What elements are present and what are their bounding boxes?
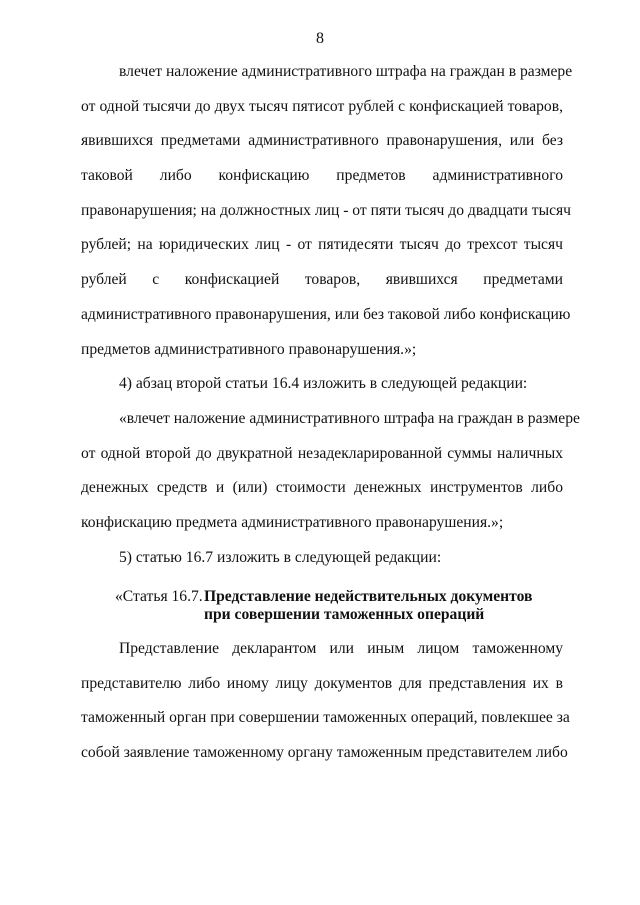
text-line: представителю либо иному лицу документов для представления их в bbox=[81, 674, 563, 692]
text-line: от одной тысячи до двух тысяч пятисот рублей с конфискацией товаров, bbox=[81, 97, 563, 115]
article-number: «Статья 16.7. bbox=[115, 588, 203, 605]
document-body-block-2 bbox=[81, 639, 570, 778]
page-number: 8 bbox=[316, 30, 324, 47]
article-title-line-2: при совершении таможенных операций bbox=[204, 606, 485, 623]
text-line: таковой либо конфискацию предметов административного bbox=[81, 167, 563, 185]
text-line: явившихся предметами административного правонарушения, или без bbox=[81, 132, 563, 150]
text-line: рублей с конфискацией товаров, явившихся предметами bbox=[81, 271, 563, 289]
text-line: денежных средств и (или) стоимости денежных инструментов либо bbox=[81, 479, 563, 497]
document-body-block-1 bbox=[81, 62, 580, 582]
text-line: от одной второй до двукратной незадекларированной суммы наличных bbox=[81, 444, 563, 462]
amendment-item-5: 5) статью 16.7 изложить в следующей редакции: bbox=[119, 548, 442, 566]
text-line: предметов административного правонарушения.»; bbox=[81, 340, 417, 358]
text-line: конфискацию предмета административного правонарушения.»; bbox=[81, 513, 504, 531]
amendment-item-4: 4) абзац второй статьи 16.4 изложить в следующей редакции: bbox=[119, 375, 528, 393]
text-line: собой заявление таможенному органу таможенным представителем либо bbox=[81, 744, 568, 762]
text-line: административного правонарушения, или без таковой либо конфискацию bbox=[81, 305, 571, 323]
article-heading bbox=[115, 588, 532, 624]
text-line: таможенный орган при совершении таможенных операций, повлекшее за bbox=[81, 709, 570, 727]
text-line: «влечет наложение административного штрафа на граждан в размере bbox=[119, 409, 580, 427]
article-title-line-1: Представление недействительных документов bbox=[204, 588, 533, 605]
text-line: влечет наложение административного штрафа на граждан в размере bbox=[119, 63, 573, 80]
text-line: рублей; на юридических лиц - от пятидесяти тысяч до трехсот тысяч bbox=[81, 236, 563, 254]
text-line: Представление декларантом или иным лицом таможенному bbox=[119, 640, 563, 657]
text-line: правонарушения; на должностных лиц - от пяти тысяч до двадцати тысяч bbox=[81, 201, 572, 219]
